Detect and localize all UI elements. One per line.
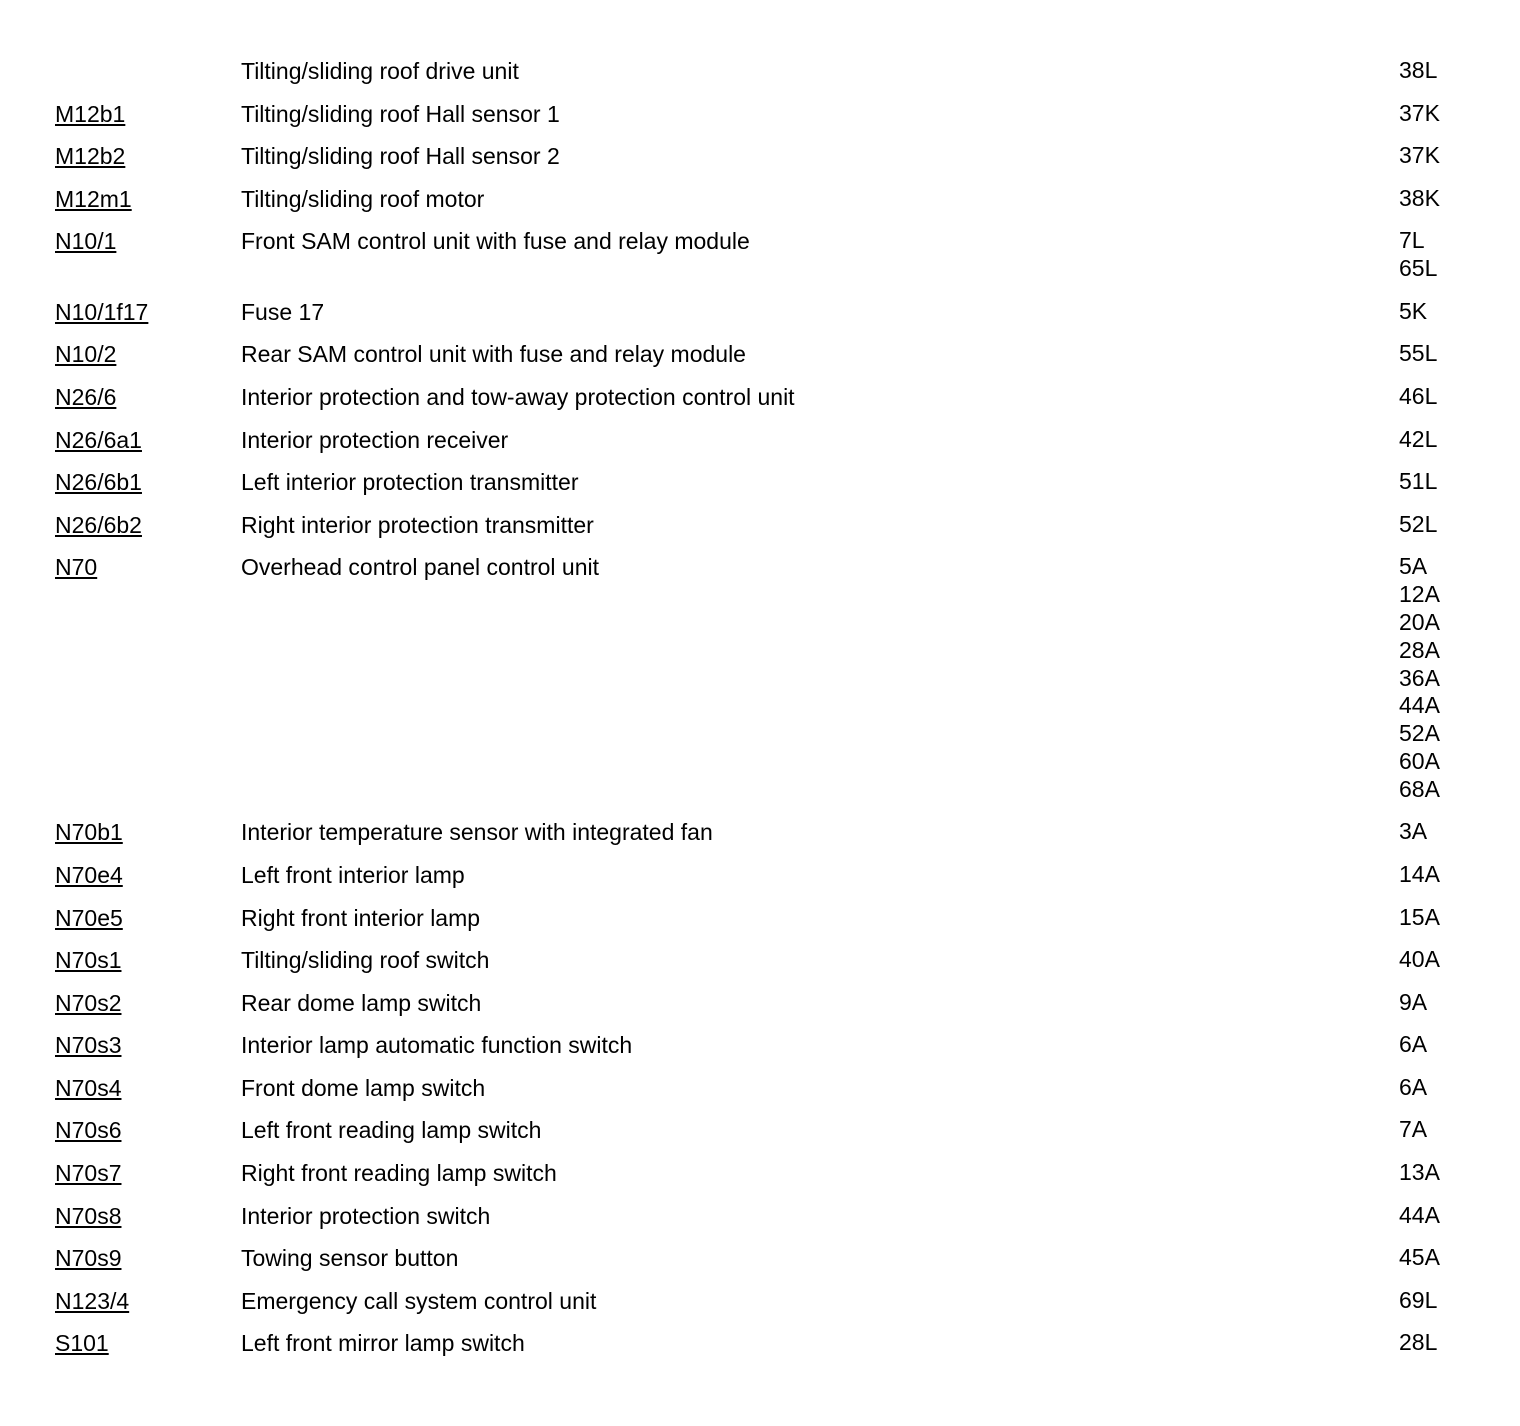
grid-locations bbox=[1399, 383, 1437, 411]
component-code-link[interactable]: N70s1 bbox=[55, 947, 122, 974]
component-description: Rear SAM control unit with fuse and relay module bbox=[241, 341, 746, 368]
grid-location: 60A bbox=[1399, 747, 1440, 774]
grid-locations bbox=[1399, 426, 1437, 454]
grid-locations bbox=[1399, 227, 1437, 283]
grid-locations bbox=[1399, 1329, 1437, 1357]
legend-row bbox=[0, 818, 1520, 861]
component-description: Tilting/sliding roof switch bbox=[241, 947, 490, 974]
component-description: Interior temperature sensor with integrated fan bbox=[241, 819, 713, 846]
component-description: Right front interior lamp bbox=[241, 904, 481, 931]
component-code-link[interactable]: N70s8 bbox=[55, 1202, 122, 1229]
grid-location: 37K bbox=[1399, 142, 1440, 169]
component-code-link[interactable]: N26/6a1 bbox=[55, 426, 142, 453]
legend-row bbox=[0, 57, 1520, 100]
grid-locations bbox=[1399, 100, 1440, 128]
grid-locations bbox=[1399, 185, 1440, 213]
component-code-link[interactable]: N70s7 bbox=[55, 1160, 122, 1187]
legend-row bbox=[0, 1244, 1520, 1287]
grid-location: 36A bbox=[1399, 664, 1440, 691]
grid-locations bbox=[1399, 142, 1440, 170]
component-code-link[interactable]: N70e5 bbox=[55, 904, 123, 931]
grid-location: 42L bbox=[1399, 425, 1438, 452]
legend-row bbox=[0, 185, 1520, 228]
legend-row bbox=[0, 946, 1520, 989]
component-code-link[interactable]: M12b2 bbox=[55, 143, 126, 170]
component-code-link[interactable]: N70 bbox=[55, 554, 98, 581]
grid-locations bbox=[1399, 340, 1437, 368]
grid-locations bbox=[1399, 511, 1437, 539]
component-code-link[interactable]: N70s4 bbox=[55, 1074, 122, 1101]
component-description: Interior protection switch bbox=[241, 1202, 491, 1229]
legend-row bbox=[0, 1031, 1520, 1074]
component-description: Overhead control panel control unit bbox=[241, 554, 599, 581]
component-code-link[interactable]: M12m1 bbox=[55, 185, 132, 212]
component-description: Tilting/sliding roof motor bbox=[241, 185, 485, 212]
legend-row bbox=[0, 904, 1520, 947]
legend-row bbox=[0, 227, 1520, 297]
grid-location: 14A bbox=[1399, 860, 1440, 887]
legend-row bbox=[0, 553, 1520, 818]
legend-row bbox=[0, 1329, 1520, 1372]
grid-location: 46L bbox=[1399, 382, 1438, 409]
grid-location: 68A bbox=[1399, 775, 1440, 802]
legend-row bbox=[0, 298, 1520, 341]
legend-row bbox=[0, 1287, 1520, 1330]
grid-location: 13A bbox=[1399, 1159, 1440, 1186]
component-code-link[interactable]: N10/2 bbox=[55, 341, 117, 368]
component-code-link[interactable]: N123/4 bbox=[55, 1287, 130, 1314]
grid-location: 38K bbox=[1399, 184, 1440, 211]
legend-row bbox=[0, 1074, 1520, 1117]
component-description: Tilting/sliding roof Hall sensor 2 bbox=[241, 143, 560, 170]
grid-locations bbox=[1399, 553, 1440, 803]
component-code-link[interactable]: N10/1f17 bbox=[55, 298, 149, 325]
component-description: Tilting/sliding roof drive unit bbox=[241, 58, 519, 84]
grid-location: 65L bbox=[1399, 255, 1438, 282]
component-description: Left front reading lamp switch bbox=[241, 1117, 542, 1144]
component-code-link[interactable]: N26/6b2 bbox=[55, 511, 142, 538]
component-code-link[interactable]: N70s9 bbox=[55, 1245, 122, 1272]
grid-location: 37K bbox=[1399, 99, 1440, 126]
grid-locations bbox=[1399, 946, 1440, 974]
grid-location: 44A bbox=[1399, 1201, 1440, 1228]
component-description: Left front mirror lamp switch bbox=[241, 1330, 525, 1357]
component-code-link[interactable]: N10/1 bbox=[55, 228, 117, 255]
component-legend-table bbox=[0, 57, 1520, 1372]
component-code-link[interactable]: N70s6 bbox=[55, 1117, 122, 1144]
component-code-link[interactable]: N70b1 bbox=[55, 819, 123, 846]
grid-location: 38L bbox=[1399, 57, 1438, 83]
component-code-link[interactable]: N70s3 bbox=[55, 1032, 122, 1059]
legend-row bbox=[0, 426, 1520, 469]
component-description: Left front interior lamp bbox=[241, 861, 465, 888]
component-code-link[interactable]: S101 bbox=[55, 1330, 109, 1357]
legend-row bbox=[0, 468, 1520, 511]
grid-locations bbox=[1399, 468, 1437, 496]
component-description: Right interior protection transmitter bbox=[241, 511, 594, 538]
component-code-link[interactable]: N26/6 bbox=[55, 383, 117, 410]
grid-locations bbox=[1399, 818, 1427, 846]
grid-locations bbox=[1399, 1287, 1437, 1315]
component-description: Interior lamp automatic function switch bbox=[241, 1032, 633, 1059]
legend-row bbox=[0, 383, 1520, 426]
grid-location: 55L bbox=[1399, 340, 1438, 367]
grid-location: 7L bbox=[1399, 227, 1425, 254]
grid-location: 6A bbox=[1399, 1073, 1428, 1100]
component-description: Front dome lamp switch bbox=[241, 1074, 486, 1101]
grid-locations bbox=[1399, 1202, 1440, 1230]
grid-locations bbox=[1399, 904, 1440, 932]
component-code-link[interactable]: N26/6b1 bbox=[55, 469, 142, 496]
grid-location: 45A bbox=[1399, 1244, 1440, 1271]
component-code-link[interactable]: N70e4 bbox=[55, 861, 123, 888]
grid-location: 28A bbox=[1399, 636, 1440, 663]
grid-locations bbox=[1399, 1074, 1427, 1102]
component-description: Rear dome lamp switch bbox=[241, 989, 482, 1016]
grid-location: 6A bbox=[1399, 1031, 1428, 1058]
legend-row bbox=[0, 142, 1520, 185]
component-description: Front SAM control unit with fuse and relay module bbox=[241, 228, 750, 255]
component-description: Tilting/sliding roof Hall sensor 1 bbox=[241, 100, 560, 127]
grid-location: 12A bbox=[1399, 581, 1440, 608]
grid-location: 28L bbox=[1399, 1329, 1438, 1356]
grid-location: 40A bbox=[1399, 946, 1440, 973]
component-description: Fuse 17 bbox=[241, 298, 325, 325]
grid-location: 9A bbox=[1399, 988, 1428, 1015]
grid-locations bbox=[1399, 1159, 1440, 1187]
legend-row bbox=[0, 1116, 1520, 1159]
grid-locations bbox=[1399, 57, 1437, 85]
grid-location: 5A bbox=[1399, 553, 1428, 580]
legend-row bbox=[0, 511, 1520, 554]
component-description: Emergency call system control unit bbox=[241, 1287, 597, 1314]
grid-location: 15A bbox=[1399, 903, 1440, 930]
grid-locations bbox=[1399, 1116, 1427, 1144]
grid-location: 51L bbox=[1399, 468, 1438, 495]
component-code-link[interactable]: M12b1 bbox=[55, 100, 126, 127]
grid-location: 69L bbox=[1399, 1286, 1438, 1313]
grid-location: 52L bbox=[1399, 510, 1438, 537]
grid-location: 3A bbox=[1399, 818, 1428, 845]
legend-row bbox=[0, 340, 1520, 383]
component-code-link[interactable]: N70s2 bbox=[55, 989, 122, 1016]
grid-locations bbox=[1399, 1031, 1427, 1059]
grid-locations bbox=[1399, 1244, 1440, 1272]
grid-location: 20A bbox=[1399, 608, 1440, 635]
legend-row bbox=[0, 1159, 1520, 1202]
grid-location: 44A bbox=[1399, 692, 1440, 719]
component-description: Left interior protection transmitter bbox=[241, 469, 579, 496]
legend-row bbox=[0, 100, 1520, 143]
grid-location: 7A bbox=[1399, 1116, 1428, 1143]
legend-row bbox=[0, 861, 1520, 904]
component-description: Right front reading lamp switch bbox=[241, 1160, 557, 1187]
component-description: Interior protection receiver bbox=[241, 426, 509, 453]
component-description: Interior protection and tow-away protection control unit bbox=[241, 383, 795, 410]
component-description: Towing sensor button bbox=[241, 1245, 459, 1272]
grid-location: 5K bbox=[1399, 297, 1428, 324]
grid-locations bbox=[1399, 989, 1427, 1017]
grid-location: 52A bbox=[1399, 720, 1440, 747]
legend-row bbox=[0, 989, 1520, 1032]
grid-locations bbox=[1399, 861, 1440, 889]
legend-row bbox=[0, 1202, 1520, 1245]
grid-locations bbox=[1399, 298, 1427, 326]
